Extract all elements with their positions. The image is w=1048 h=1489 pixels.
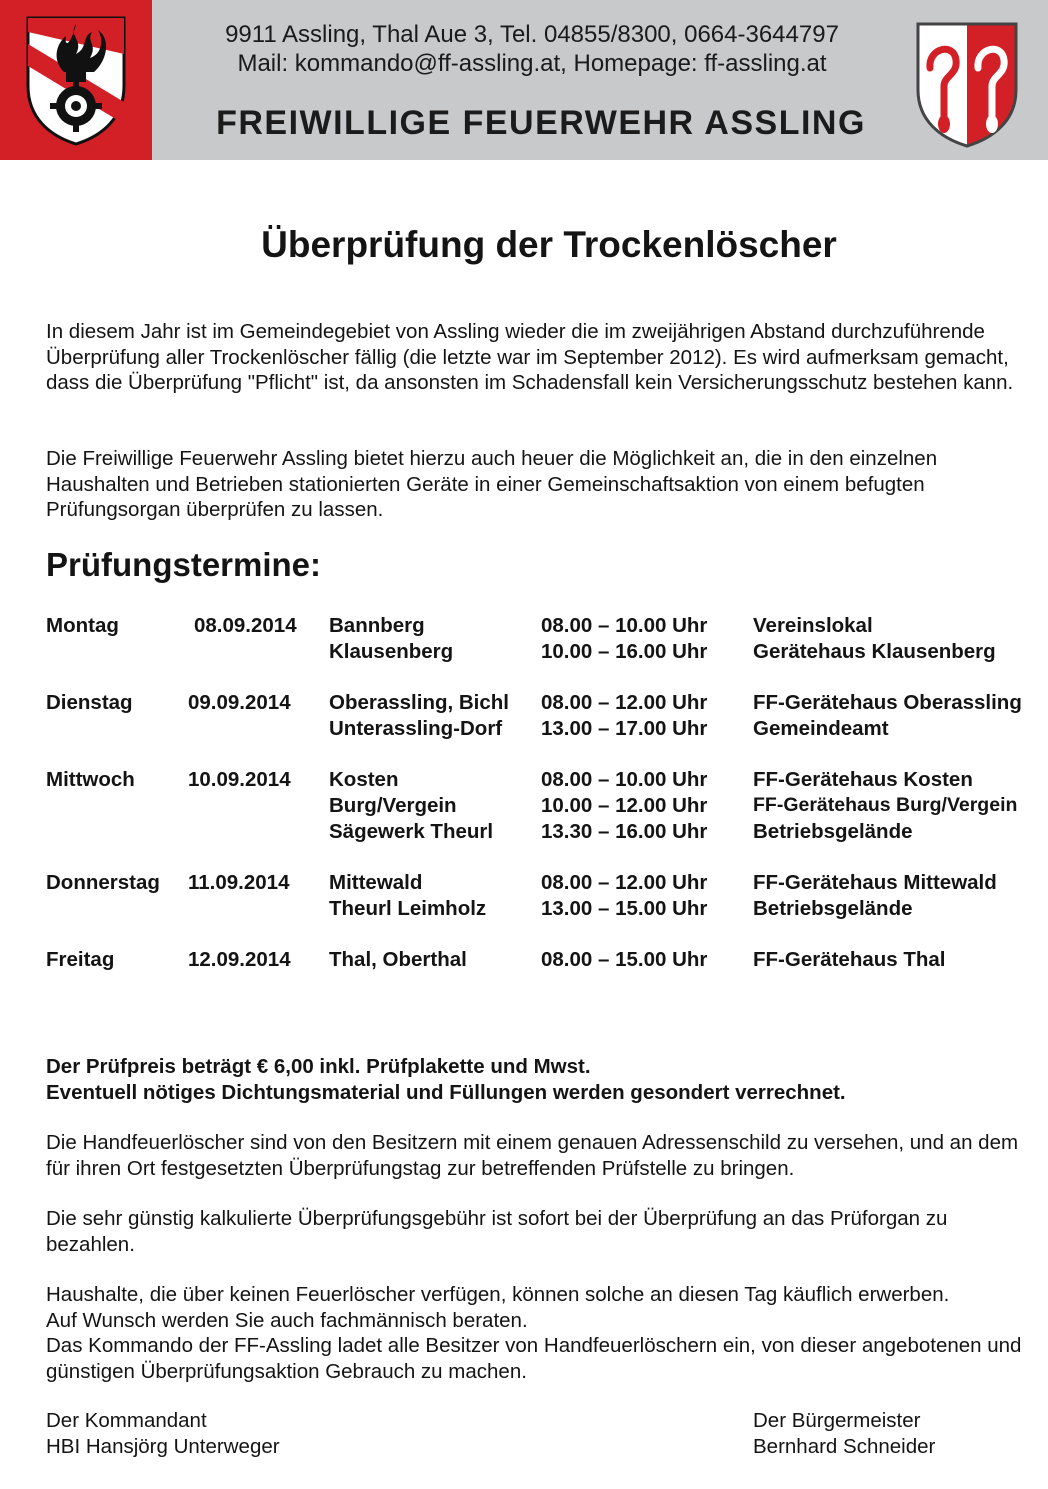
- schedule-day-group: [46, 614, 1046, 691]
- municipality-coat-of-arms-icon: [914, 20, 1020, 150]
- intro-paragraph-1: In diesem Jahr ist im Gemeindegebiet von Assling wieder die im zweijährigen Abstand durchzuführende Überprüfung aller Trockenlöscher fällig (die letzte war im September 2012). Es wird aufmerksam gemacht, dass die Überprüfung "Pflicht" ist, da ansonsten im Schadensfall kein Versicherungsschutz bestehen kann.: [46, 320, 1014, 394]
- schedule-heading: Prüfungstermine:: [46, 546, 322, 583]
- mayor-name: Bernhard Schneider: [753, 1434, 936, 1458]
- date-label: 09.09.2014: [188, 691, 291, 714]
- location-label: FF-Gerätehaus Mittewald: [753, 871, 997, 894]
- time-label: 08.00 – 10.00 Uhr: [541, 614, 708, 637]
- date-label: 11.09.2014: [188, 871, 290, 894]
- day-label: Mittwoch: [46, 768, 135, 791]
- schedule-row: [46, 897, 1046, 923]
- date-label: 12.09.2014: [188, 948, 291, 971]
- schedule-row: [46, 640, 1046, 666]
- price-info: [46, 1054, 1036, 1105]
- schedule-day-group: [46, 948, 1046, 974]
- schedule-row: [46, 691, 1046, 717]
- place-label: Klausenberg: [329, 640, 454, 663]
- location-label: Betriebsgelände: [753, 897, 913, 920]
- letterhead: [0, 0, 1048, 160]
- municipality-crest: [914, 20, 1020, 155]
- intro-paragraph-2: Die Freiwillige Feuerwehr Assling bietet hierzu auch heuer die Möglichkeit an, die in den einzelnen Haushalten und Betrieben stationierten Geräte in einer Gemeinschaftsaktion von einem befugten Prüfungsorgan überprüfen zu lassen.: [46, 447, 938, 521]
- schedule-row: [46, 820, 1046, 846]
- schedule-table: [46, 614, 1046, 974]
- notes-paragraph-2: Die sehr günstig kalkulierte Überprüfungsgebühr ist sofort bei der Überprüfung an das Prüforgan zu bezahlen.: [46, 1207, 948, 1256]
- schedule-row: [46, 614, 1046, 640]
- time-label: 08.00 – 15.00 Uhr: [541, 948, 708, 971]
- time-label: 08.00 – 12.00 Uhr: [541, 691, 708, 714]
- address-phone-line: 9911 Assling, Thal Aue 3, Tel. 04855/8300, 0664-3644797: [225, 21, 839, 48]
- day-label: Freitag: [46, 948, 115, 971]
- fire-brigade-crest: [0, 0, 152, 160]
- schedule-row: [46, 717, 1046, 743]
- location-label: FF-Gerätehaus Oberassling: [753, 691, 1022, 714]
- schedule-day-group: [46, 691, 1046, 768]
- date-label: 08.09.2014: [194, 614, 297, 637]
- page-title: Überprüfung der Trockenlöscher: [261, 224, 837, 265]
- place-label: Thal, Oberthal: [329, 948, 467, 971]
- contact-info: [152, 20, 912, 78]
- schedule-day-group: [46, 871, 1046, 948]
- time-label: 08.00 – 12.00 Uhr: [541, 871, 708, 894]
- place-label: Sägewerk Theurl: [329, 820, 494, 843]
- location-label: FF-Gerätehaus Burg/Vergein: [753, 794, 1018, 816]
- advice-note-line: Auf Wunsch werden Sie auch fachmännisch beraten.: [46, 1308, 528, 1332]
- location-label: FF-Gerätehaus Kosten: [753, 768, 973, 791]
- signature-commander: [46, 1408, 280, 1459]
- place-label: Unterassling-Dorf: [329, 717, 503, 740]
- commander-role: Der Kommandant: [46, 1409, 207, 1432]
- date-label: 10.09.2014: [188, 768, 291, 791]
- notes-paragraph-3: [46, 1282, 1048, 1384]
- time-label: 10.00 – 12.00 Uhr: [541, 794, 708, 817]
- organization-name: FREIWILLIGE FEUERWEHR ASSLING: [216, 104, 866, 142]
- place-label: Mittewald: [329, 871, 423, 894]
- price-line: Der Prüfpreis beträgt € 6,00 inkl. Prüfplakette und Mwst.: [46, 1055, 591, 1078]
- day-label: Montag: [46, 614, 119, 637]
- place-label: Theurl Leimholz: [329, 897, 487, 920]
- place-label: Bannberg: [329, 614, 425, 637]
- location-label: Betriebsgelände: [753, 820, 913, 843]
- time-label: 08.00 – 10.00 Uhr: [541, 768, 708, 791]
- time-label: 13.00 – 17.00 Uhr: [541, 717, 708, 740]
- schedule-day-group: [46, 768, 1046, 871]
- place-label: Burg/Vergein: [329, 794, 457, 817]
- signature-mayor: [753, 1408, 935, 1459]
- time-label: 13.30 – 16.00 Uhr: [541, 820, 708, 843]
- fire-brigade-emblem-icon: [22, 14, 130, 146]
- schedule-row: [46, 768, 1046, 794]
- invitation-note: Das Kommando der FF-Assling ladet alle Besitzer von Handfeuerlöschern ein, von dieser angebotenen und günstigen Überprüfungsaktion Gebrauch zu machen.: [46, 1334, 1022, 1383]
- day-label: Donnerstag: [46, 871, 160, 894]
- location-label: Gerätehaus Klausenberg: [753, 640, 996, 663]
- location-label: FF-Gerätehaus Thal: [753, 948, 946, 971]
- location-label: Gemeindeamt: [753, 717, 889, 740]
- notes-paragraph-1: Die Handfeuerlöscher sind von den Besitzern mit einem genauen Adressenschild zu versehen, und an dem für ihren Ort festgesetzten Überprüfungstag zur betreffenden Prüfstelle zu bringen.: [46, 1131, 1019, 1180]
- time-label: 13.00 – 15.00 Uhr: [541, 897, 708, 920]
- place-label: Kosten: [329, 768, 399, 791]
- location-label: Vereinslokal: [753, 614, 873, 637]
- schedule-row: [46, 871, 1046, 897]
- mail-homepage-line: Mail: kommando@ff-assling.at, Homepage: ff-assling.at: [237, 50, 827, 77]
- time-label: 10.00 – 16.00 Uhr: [541, 640, 708, 663]
- place-label: Oberassling, Bichl: [329, 691, 509, 714]
- material-note-line: Eventuell nötiges Dichtungsmaterial und Füllungen werden gesondert verrechnet.: [46, 1080, 846, 1104]
- schedule-row: [46, 948, 1046, 974]
- mayor-role: Der Bürgermeister: [753, 1409, 921, 1432]
- schedule-row: [46, 794, 1046, 820]
- purchase-note-line: Haushalte, die über keinen Feuerlöscher verfügen, können solche an diesen Tag käuflich erwerben.: [46, 1283, 950, 1306]
- day-label: Dienstag: [46, 691, 133, 714]
- commander-name: HBI Hansjörg Unterweger: [46, 1434, 280, 1458]
